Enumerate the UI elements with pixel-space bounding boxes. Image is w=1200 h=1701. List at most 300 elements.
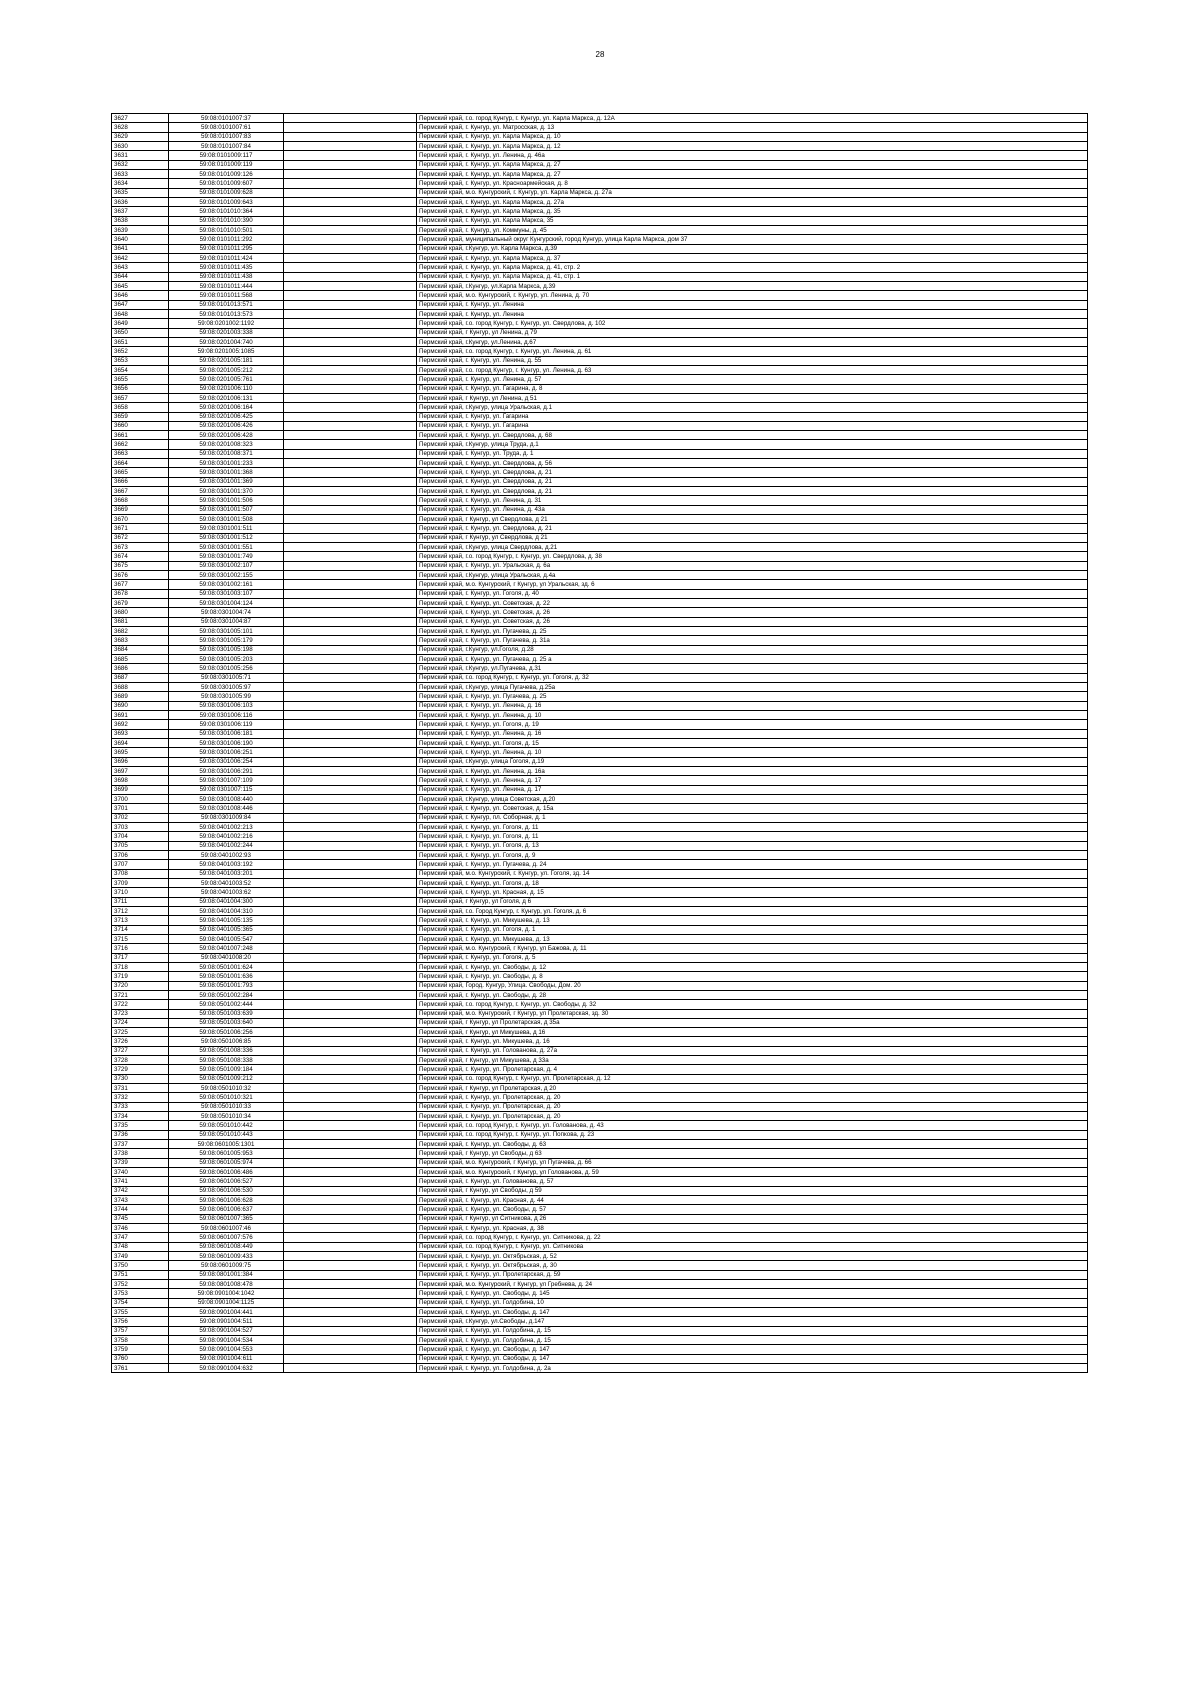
cadastral-number-cell: 59:08:0201005:212 [169,365,284,374]
table-row [112,1056,1088,1065]
empty-cell [284,627,417,636]
cadastral-number-cell: 59:08:0201005:1085 [169,347,284,356]
address-cell: Пермский край, г. Кунгур, ул. Гоголя, д. 11 [417,822,1088,831]
row-number-cell: 3741 [112,1177,169,1186]
table-row [112,571,1088,580]
row-number-cell: 3754 [112,1298,169,1307]
cadastral-number-cell: 59:08:0101011:424 [169,253,284,262]
cadastral-number-cell: 59:08:0201003:338 [169,328,284,337]
cadastral-number-cell: 59:08:0101007:83 [169,132,284,141]
table-row [112,328,1088,337]
cadastral-number-cell: 59:08:0301008:440 [169,794,284,803]
row-number-cell: 3643 [112,263,169,272]
table-row [112,188,1088,197]
empty-cell [284,785,417,794]
row-number-cell: 3740 [112,1168,169,1177]
row-number-cell: 3755 [112,1308,169,1317]
address-cell: Пермский край, г Кунгур, ул Свердлова, д 21 [417,515,1088,524]
row-number-cell: 3634 [112,179,169,188]
empty-cell [284,813,417,822]
empty-cell [284,496,417,505]
row-number-cell: 3748 [112,1242,169,1251]
empty-cell [284,916,417,925]
table-row [112,1233,1088,1242]
table-row [112,916,1088,925]
table-row [112,1242,1088,1251]
empty-cell [284,487,417,496]
row-number-cell: 3640 [112,235,169,244]
address-cell: Пермский край, г.Кунгур, улица Уральская, д.1 [417,403,1088,412]
empty-cell [284,1252,417,1261]
address-cell: Пермский край, г. Кунгур, ул. Гоголя, д. 11 [417,832,1088,841]
table-row [112,692,1088,701]
row-number-cell: 3715 [112,934,169,943]
row-number-cell: 3675 [112,561,169,570]
address-cell: Пермский край, г.о. город Кунгур, г. Кунгур, ул. Карла Маркса, д. 12А [417,114,1088,123]
table-row [112,1074,1088,1083]
cadastral-number-cell: 59:08:0901004:1042 [169,1289,284,1298]
address-cell: Пермский край, г. Кунгур, ул. Гоголя, д. 9 [417,850,1088,859]
empty-cell [284,309,417,318]
table-row [112,319,1088,328]
address-cell: Пермский край, г. Кунгур, ул. Свободы, д. 147 [417,1345,1088,1354]
cadastral-number-cell: 59:08:0301001:370 [169,487,284,496]
cadastral-number-cell: 59:08:0401002:244 [169,841,284,850]
cadastral-number-cell: 59:08:0301001:507 [169,505,284,514]
address-cell: Пермский край, г. Кунгур, ул. Пролетарская, д. 4 [417,1065,1088,1074]
table-row [112,962,1088,971]
table-row [112,794,1088,803]
cadastral-number-cell: 59:08:0301005:203 [169,655,284,664]
empty-cell [284,132,417,141]
cadastral-number-cell: 59:08:0301006:254 [169,757,284,766]
table-row [112,1018,1088,1027]
cadastral-number-cell: 59:08:0201008:371 [169,449,284,458]
address-cell: Пермский край, г. Кунгур, ул. Микушева, д. 13 [417,934,1088,943]
table-row [112,832,1088,841]
table-row [112,925,1088,934]
table-row [112,953,1088,962]
row-number-cell: 3707 [112,860,169,869]
address-cell: Пермский край, г Кунгур, ул Ленина, д 79 [417,328,1088,337]
address-cell: Пермский край, г. Кунгур, ул. Свердлова, д. 21 [417,477,1088,486]
cadastral-number-cell: 59:08:0501009:212 [169,1074,284,1083]
empty-cell [284,1140,417,1149]
address-cell: Пермский край, г Кунгур, ул Свердлова, д 21 [417,533,1088,542]
cadastral-number-cell: 59:08:0601007:576 [169,1233,284,1242]
empty-cell [284,906,417,915]
empty-cell [284,440,417,449]
row-number-cell: 3738 [112,1149,169,1158]
row-number-cell: 3670 [112,515,169,524]
cadastral-number-cell: 59:08:0301008:446 [169,804,284,813]
cadastral-number-cell: 59:08:0501009:184 [169,1065,284,1074]
cadastral-number-cell: 59:08:0401008:20 [169,953,284,962]
address-cell: Пермский край, г. Кунгур, ул. Карла Маркса, 35 [417,216,1088,225]
empty-cell [284,860,417,869]
address-cell: Пермский край, г. Кунгур, ул. Свердлова, д. 21 [417,487,1088,496]
cadastral-number-cell: 59:08:0601007:46 [169,1224,284,1233]
cadastral-number-cell: 59:08:0601005:1301 [169,1140,284,1149]
row-number-cell: 3756 [112,1317,169,1326]
table-row [112,673,1088,682]
row-number-cell: 3710 [112,888,169,897]
row-number-cell: 3632 [112,160,169,169]
row-number-cell: 3758 [112,1335,169,1344]
empty-cell [284,384,417,393]
empty-cell [284,1205,417,1214]
cadastral-number-cell: 59:08:0401004:310 [169,906,284,915]
cadastral-number-cell: 59:08:0101011:444 [169,281,284,290]
address-cell: Пермский край, г. Кунгур, ул. Ленина, д. 57 [417,375,1088,384]
empty-cell [284,1168,417,1177]
address-cell: Пермский край, г Кунгур, ул Пролетарская, д 20 [417,1084,1088,1093]
address-cell: Пермский край, г. Кунгур, ул. Микушева, д. 13 [417,916,1088,925]
cadastral-number-cell: 59:08:0401005:365 [169,925,284,934]
row-number-cell: 3657 [112,393,169,402]
cadastral-number-cell: 59:08:0301006:251 [169,748,284,757]
empty-cell [284,841,417,850]
row-number-cell: 3709 [112,878,169,887]
cadastral-number-cell: 59:08:0301007:115 [169,785,284,794]
cadastral-number-cell: 59:08:0101013:573 [169,309,284,318]
table-row [112,487,1088,496]
cadastral-number-cell: 59:08:0501010:33 [169,1102,284,1111]
cadastral-number-cell: 59:08:0601009:433 [169,1252,284,1261]
row-number-cell: 3753 [112,1289,169,1298]
address-cell: Пермский край, г. Кунгур, ул. Свердлова, д. 68 [417,431,1088,440]
cadastral-number-cell: 59:08:0501010:34 [169,1112,284,1121]
table-row [112,990,1088,999]
empty-cell [284,878,417,887]
cadastral-number-cell: 59:08:0901004:553 [169,1345,284,1354]
cadastral-number-cell: 59:08:0101010:364 [169,207,284,216]
table-row [112,1177,1088,1186]
empty-cell [284,617,417,626]
empty-cell [284,766,417,775]
address-cell: Пермский край, г. Кунгур, ул. Советская, д. 22 [417,599,1088,608]
address-cell: Пермский край, г Кунгур, ул Микушева, д 16 [417,1028,1088,1037]
address-cell: Пермский край, г. Кунгур, ул. Пугачева, д. 25 [417,627,1088,636]
row-number-cell: 3736 [112,1130,169,1139]
address-cell: Пермский край, г. Кунгур, ул. Гагарина, д. 8 [417,384,1088,393]
row-number-cell: 3730 [112,1074,169,1083]
row-number-cell: 3746 [112,1224,169,1233]
table-row [112,1130,1088,1139]
cadastral-number-cell: 59:08:0301001:508 [169,515,284,524]
table-row [112,1261,1088,1270]
cadastral-number-cell: 59:08:0401003:201 [169,869,284,878]
table-row [112,906,1088,915]
empty-cell [284,328,417,337]
empty-cell [284,356,417,365]
table-row [112,412,1088,421]
table-row [112,683,1088,692]
empty-cell [284,1308,417,1317]
cadastral-number-cell: 59:08:0301004:74 [169,608,284,617]
address-cell: Пермский край, г Кунгур, ул Микушева, д 33а [417,1056,1088,1065]
row-number-cell: 3722 [112,1000,169,1009]
cadastral-number-cell: 59:08:0301001:551 [169,543,284,552]
row-number-cell: 3671 [112,524,169,533]
row-number-cell: 3702 [112,813,169,822]
empty-cell [284,1065,417,1074]
table-row [112,720,1088,729]
cadastral-number-cell: 59:08:0401007:248 [169,944,284,953]
cadastral-number-cell: 59:08:0401003:52 [169,878,284,887]
address-cell: Пермский край, м.о. Кунгурский, г. Кунгур, ул. Карла Маркса, д. 27а [417,188,1088,197]
empty-cell [284,281,417,290]
cadastral-number-cell: 59:08:0201005:761 [169,375,284,384]
row-number-cell: 3705 [112,841,169,850]
address-cell: Пермский край, Город. Кунгур, Улица. Свободы, Дом. 20 [417,981,1088,990]
address-cell: Пермский край, м.о. Кунгурский, г. Кунгур, ул. Гоголя, зд. 14 [417,869,1088,878]
empty-cell [284,552,417,561]
row-number-cell: 3723 [112,1009,169,1018]
row-number-cell: 3679 [112,599,169,608]
empty-cell [284,459,417,468]
cadastral-number-cell: 59:08:0601008:449 [169,1242,284,1251]
table-row [112,1317,1088,1326]
table-row [112,132,1088,141]
empty-cell [284,207,417,216]
address-cell: Пермский край, г.о. город Кунгур, г. Кунгур, ул. Ленина, д. 61 [417,347,1088,356]
table-row [112,1354,1088,1363]
row-number-cell: 3721 [112,990,169,999]
table-row [112,1046,1088,1055]
table-row [112,1037,1088,1046]
cadastral-number-cell: 59:08:0201002:1192 [169,319,284,328]
table-row [112,841,1088,850]
row-number-cell: 3685 [112,655,169,664]
table-row [112,1270,1088,1279]
empty-cell [284,449,417,458]
address-cell: Пермский край, г. Кунгур, ул. Гагарина [417,412,1088,421]
row-number-cell: 3743 [112,1196,169,1205]
address-cell: Пермский край, г Кунгур, ул Гоголя, д 6 [417,897,1088,906]
row-number-cell: 3687 [112,673,169,682]
table-row [112,421,1088,430]
address-cell: Пермский край, г. Кунгур, ул. Гоголя, д. 5 [417,953,1088,962]
row-number-cell: 3698 [112,776,169,785]
cadastral-number-cell: 59:08:0501001:624 [169,962,284,971]
address-cell: Пермский край, г. Кунгур, ул. Октябрьская, д. 30 [417,1261,1088,1270]
empty-cell [284,571,417,580]
address-cell: Пермский край, г. Кунгур, ул. Советская, д. 26 [417,617,1088,626]
cadastral-number-cell: 59:08:0101011:295 [169,244,284,253]
row-number-cell: 3726 [112,1037,169,1046]
row-number-cell: 3697 [112,766,169,775]
cadastral-number-cell: 59:08:0101011:435 [169,263,284,272]
address-cell: Пермский край, г.о. город Кунгур, г. Кунгур, ул. Ситникова, д. 22 [417,1233,1088,1242]
cadastral-number-cell: 59:08:0601005:953 [169,1149,284,1158]
address-cell: Пермский край, муниципальный округ Кунгурский, город Кунгур, улица Карла Маркса, дом 37 [417,235,1088,244]
table-row [112,253,1088,262]
register-table-body [112,114,1088,1373]
row-number-cell: 3696 [112,757,169,766]
table-row [112,552,1088,561]
row-number-cell: 3704 [112,832,169,841]
table-row [112,1000,1088,1009]
table-row [112,543,1088,552]
table-row [112,608,1088,617]
cadastral-number-cell: 59:08:0901004:611 [169,1354,284,1363]
empty-cell [284,683,417,692]
cadastral-number-cell: 59:08:0301009:84 [169,813,284,822]
empty-cell [284,216,417,225]
row-number-cell: 3629 [112,132,169,141]
empty-cell [284,1214,417,1223]
cadastral-number-cell: 59:08:0901004:1125 [169,1298,284,1307]
table-row [112,878,1088,887]
address-cell: Пермский край, г.о. город Кунгур, г. Кунгур, ул. Ситникова [417,1242,1088,1251]
table-row [112,934,1088,943]
address-cell: Пермский край, г. Кунгур, ул. Ленина [417,300,1088,309]
address-cell: Пермский край, г. Кунгур, ул. Карла Маркса, д. 41, стр. 1 [417,272,1088,281]
table-row [112,1289,1088,1298]
empty-cell [284,888,417,897]
row-number-cell: 3678 [112,589,169,598]
cadastral-number-cell: 59:08:0301001:749 [169,552,284,561]
row-number-cell: 3761 [112,1363,169,1372]
empty-cell [284,151,417,160]
row-number-cell: 3744 [112,1205,169,1214]
table-row [112,384,1088,393]
cadastral-number-cell: 59:08:0101009:643 [169,197,284,206]
table-row [112,1009,1088,1018]
cadastral-number-cell: 59:08:0901004:441 [169,1308,284,1317]
cadastral-number-cell: 59:08:0601006:530 [169,1186,284,1195]
table-row [112,1196,1088,1205]
table-row [112,515,1088,524]
empty-cell [284,291,417,300]
table-row [112,263,1088,272]
address-cell: Пермский край, г. Кунгур, ул. Ленина, д. 31 [417,496,1088,505]
empty-cell [284,748,417,757]
address-cell: Пермский край, г.Кунгур, ул.Пугачева, д.31 [417,664,1088,673]
row-number-cell: 3718 [112,962,169,971]
row-number-cell: 3630 [112,141,169,150]
row-number-cell: 3760 [112,1354,169,1363]
cadastral-number-cell: 59:08:0101011:568 [169,291,284,300]
table-row [112,468,1088,477]
table-row [112,757,1088,766]
table-row [112,1065,1088,1074]
table-row [112,300,1088,309]
address-cell: Пермский край, г. Кунгур, ул. Гоголя, д. 19 [417,720,1088,729]
cadastral-number-cell: 59:08:0501001:636 [169,972,284,981]
address-cell: Пермский край, г.о. город Кунгур, г. Кунгур, ул. Свободы, д. 32 [417,1000,1088,1009]
address-cell: Пермский край, г.о. город Кунгур, г. Кунгур, ул. Попкова, д. 23 [417,1130,1088,1139]
address-cell: Пермский край, г. Кунгур, ул. Красная, д. 15 [417,888,1088,897]
cadastral-number-cell: 59:08:0301003:107 [169,589,284,598]
cadastral-number-cell: 59:08:0301001:368 [169,468,284,477]
address-cell: Пермский край, г.Кунгур, ул.Свободы, д.147 [417,1317,1088,1326]
address-cell: Пермский край, г. Кунгур, ул. Карла Маркса, д. 27а [417,197,1088,206]
cadastral-number-cell: 59:08:0601006:628 [169,1196,284,1205]
row-number-cell: 3644 [112,272,169,281]
address-cell: Пермский край, м.о. Кунгурский, г Кунгур, ул Пролетарская, зд. 30 [417,1009,1088,1018]
row-number-cell: 3725 [112,1028,169,1037]
empty-cell [284,832,417,841]
empty-cell [284,1056,417,1065]
empty-cell [284,1186,417,1195]
table-row [112,431,1088,440]
table-row [112,972,1088,981]
cadastral-number-cell: 59:08:0301001:233 [169,459,284,468]
address-cell: Пермский край, г. Кунгур, ул. Ленина, д. 10 [417,711,1088,720]
empty-cell [284,990,417,999]
table-row [112,197,1088,206]
empty-cell [284,1354,417,1363]
row-number-cell: 3714 [112,925,169,934]
cadastral-number-cell: 59:08:0501001:793 [169,981,284,990]
address-cell: Пермский край, г. Кунгур, ул. Гоголя, д. 40 [417,589,1088,598]
empty-cell [284,1130,417,1139]
empty-cell [284,850,417,859]
table-row [112,944,1088,953]
row-number-cell: 3757 [112,1326,169,1335]
address-cell: Пермский край, м.о. Кунгурский, г Кунгур, ул Пугачева, д. 66 [417,1158,1088,1167]
cadastral-number-cell: 59:08:0501003:639 [169,1009,284,1018]
empty-cell [284,1112,417,1121]
cadastral-number-cell: 59:08:0901004:527 [169,1326,284,1335]
address-cell: Пермский край, г. Кунгур, ул. Матросская, д. 13 [417,123,1088,132]
table-row [112,888,1088,897]
cadastral-number-cell: 59:08:0501008:336 [169,1046,284,1055]
address-cell: Пермский край, г. Кунгур, ул. Ленина, д. 17 [417,776,1088,785]
address-cell: Пермский край, г.Кунгур, ул. Карла Маркса, д.39 [417,244,1088,253]
cadastral-number-cell: 59:08:0201006:110 [169,384,284,393]
table-row [112,496,1088,505]
address-cell: Пермский край, г.Кунгур, улица Гоголя, д.19 [417,757,1088,766]
table-row [112,729,1088,738]
table-row [112,225,1088,234]
empty-cell [284,272,417,281]
table-row [112,850,1088,859]
address-cell: Пермский край, г. Кунгур, ул. Голдобина, 10 [417,1298,1088,1307]
empty-cell [284,169,417,178]
empty-cell [284,403,417,412]
table-row [112,235,1088,244]
empty-cell [284,1018,417,1027]
empty-cell [284,123,417,132]
address-cell: Пермский край, г. Кунгур, ул. Гоголя, д. 1 [417,925,1088,934]
cadastral-number-cell: 59:08:0601006:486 [169,1168,284,1177]
cadastral-number-cell: 59:08:0401005:547 [169,934,284,943]
row-number-cell: 3729 [112,1065,169,1074]
empty-cell [284,1280,417,1289]
cadastral-number-cell: 59:08:0401004:300 [169,897,284,906]
cadastral-number-cell: 59:08:0301004:124 [169,599,284,608]
address-cell: Пермский край, г.Кунгур, ул.Карла Маркса, д.39 [417,281,1088,290]
table-row [112,1224,1088,1233]
row-number-cell: 3695 [112,748,169,757]
empty-cell [284,179,417,188]
address-cell: Пермский край, г. Кунгур, ул. Свободы, д. 57 [417,1205,1088,1214]
empty-cell [284,608,417,617]
table-row [112,459,1088,468]
row-number-cell: 3742 [112,1186,169,1195]
cadastral-number-cell: 59:08:0501008:338 [169,1056,284,1065]
address-cell: Пермский край, г. Кунгур, ул. Ленина, д. 16а [417,766,1088,775]
empty-cell [284,505,417,514]
empty-cell [284,477,417,486]
row-number-cell: 3672 [112,533,169,542]
empty-cell [284,794,417,803]
row-number-cell: 3655 [112,375,169,384]
table-row [112,1149,1088,1158]
